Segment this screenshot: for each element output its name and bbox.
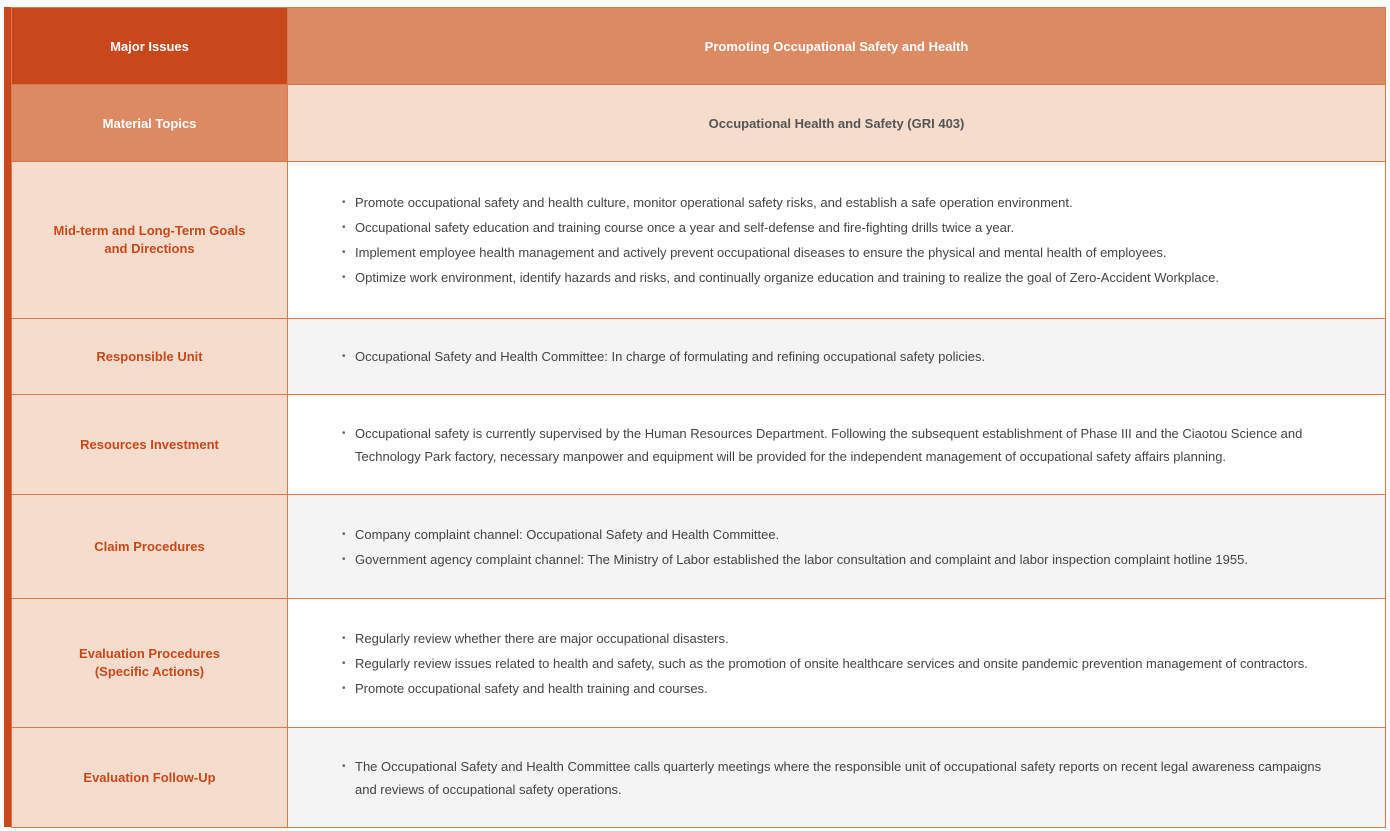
row-label-line: Mid-term and Long-Term Goals [53, 223, 246, 238]
list-item: • Occupational safety education and training course once a year and self-defense and fire-fighting drills twice a year. [342, 216, 1325, 239]
list-item: • Promote occupational safety and health training and courses. [342, 677, 1325, 700]
material-row [12, 85, 1386, 162]
row-label-resources [12, 395, 288, 495]
table-row [12, 495, 1386, 599]
issue-table-container [4, 7, 1386, 827]
row-label-claim [12, 495, 288, 599]
row-label-line: Evaluation Procedures [79, 646, 220, 661]
table-row [12, 728, 1386, 828]
header-major-issues: Major Issues [12, 8, 288, 85]
material-topics-label: Material Topics [12, 85, 288, 162]
list-item: • Occupational Safety and Health Committee: In charge of formulating and refining occupational safety policies. [342, 345, 1325, 368]
list-item: • Company complaint channel: Occupational Safety and Health Committee. [342, 523, 1325, 546]
row-content-evaluation [288, 599, 1386, 728]
row-label-line: Claim Procedures [94, 538, 205, 554]
issue-table [11, 7, 1386, 828]
list-item: • Government agency complaint channel: The Ministry of Labor established the labor consultation and complaint and labor inspection complaint hotline 1955. [342, 548, 1325, 571]
list-item: • Regularly review issues related to health and safety, such as the promotion of onsite healthcare services and onsite pandemic prevention management of contractors. [342, 652, 1325, 675]
list-item: • Implement employee health management and actively prevent occupational diseases to ensure the physical and mental health of employees. [342, 241, 1325, 264]
header-issue-title: Promoting Occupational Safety and Health [288, 8, 1386, 85]
row-content-resources [288, 395, 1386, 495]
row-label-follow-up [12, 728, 288, 828]
row-label-goals [12, 162, 288, 319]
row-label-line: Evaluation Follow-Up [83, 769, 216, 785]
list-item: • Occupational safety is currently supervised by the Human Resources Department. Following the subsequent establishment of Phase III and the Ciaotou Science and Technology Park factory, necessary manpower and equipment will be provided for the independent management of occupational safety affairs planning. [342, 422, 1325, 468]
row-label-responsible-unit [12, 319, 288, 395]
row-content-claim [288, 495, 1386, 599]
row-label-evaluation [12, 599, 288, 728]
list-item: • The Occupational Safety and Health Committee calls quarterly meetings where the responsible unit of occupational safety reports on recent legal awareness campaigns and reviews of occupational safety operations. [342, 755, 1325, 801]
row-label-line: Responsible Unit [96, 348, 203, 364]
row-label-line: Resources Investment [80, 436, 219, 452]
table-row [12, 395, 1386, 495]
row-content-responsible-unit [288, 319, 1386, 395]
row-content-follow-up [288, 728, 1386, 828]
table-row [12, 162, 1386, 319]
row-content-goals [288, 162, 1386, 319]
table-row [12, 599, 1386, 728]
list-item: • Optimize work environment, identify hazards and risks, and continually organize education and training to realize the goal of Zero-Accident Workplace. [342, 266, 1325, 289]
row-label-line: and Directions [104, 241, 195, 256]
material-topics-value: Occupational Health and Safety (GRI 403) [288, 85, 1386, 162]
list-item: • Promote occupational safety and health culture, monitor operational safety risks, and establish a safe operation environment. [342, 191, 1325, 214]
table-row [12, 319, 1386, 395]
row-label-line: (Specific Actions) [94, 664, 205, 679]
list-item: • Regularly review whether there are major occupational disasters. [342, 627, 1325, 650]
header-row [12, 8, 1386, 85]
